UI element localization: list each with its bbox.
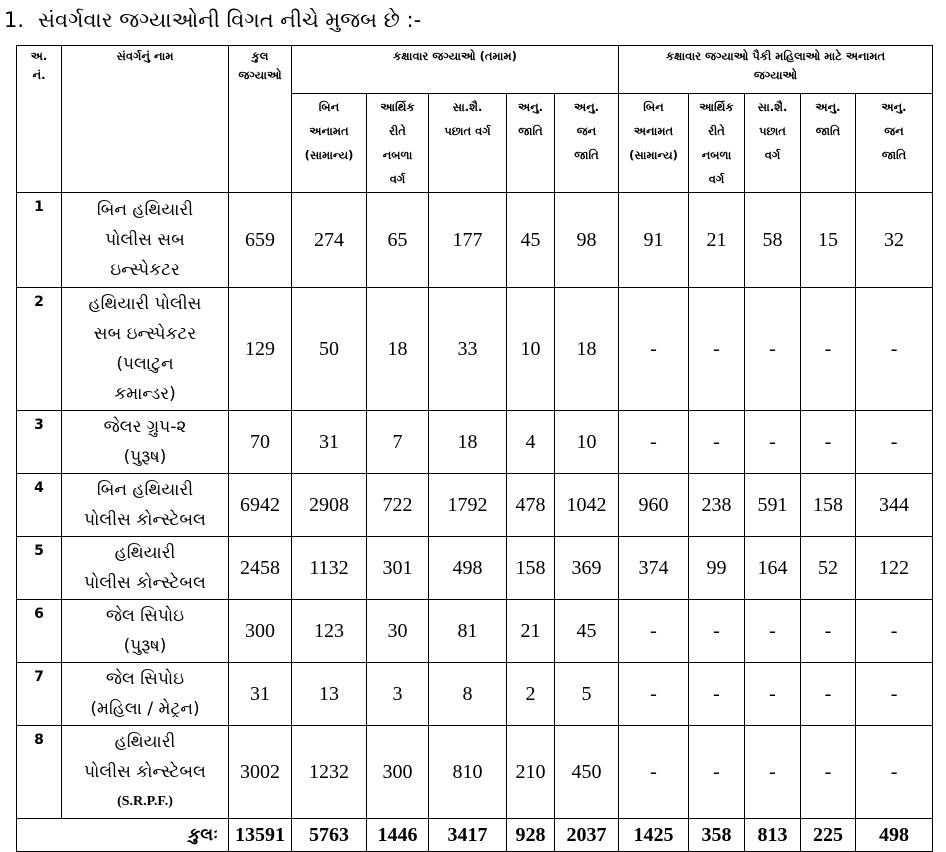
subheader-line: નબળા <box>382 148 413 162</box>
cell-women: - <box>745 411 801 474</box>
subheader-line: અનુ. <box>881 100 907 114</box>
cell-women: - <box>801 663 856 726</box>
cell-women: 591 <box>745 474 801 537</box>
cadre-line: હથિયારી પોલીસ <box>88 294 202 314</box>
cell-women: - <box>619 663 689 726</box>
row-cadre-name <box>62 411 229 474</box>
cell-women: 122 <box>856 537 933 600</box>
cell-all: 300 <box>367 726 429 819</box>
subheader-line: જન <box>884 124 904 138</box>
cell-all: 498 <box>429 537 507 600</box>
cell-all: 810 <box>429 726 507 819</box>
totals-row <box>17 819 933 852</box>
cell-all: 13 <box>292 663 367 726</box>
cell-all: 274 <box>292 193 367 288</box>
totals-all: 1446 <box>367 819 429 852</box>
subheader-line: જાતિ <box>881 148 907 162</box>
cell-women: - <box>745 600 801 663</box>
cell-all: 10 <box>555 411 619 474</box>
cell-women: - <box>856 726 933 819</box>
cadre-line: બિન હથિયારી <box>96 200 194 220</box>
cell-women: - <box>619 600 689 663</box>
cadre-line: કમાન્ડર) <box>114 384 176 404</box>
header-group-women-line: કક્ષાવાર જગ્યાઓ પૈકી મહિલાઓ માટે અનામત <box>665 49 886 63</box>
header-sno-line: નં. <box>32 68 46 82</box>
totals-total: 13591 <box>229 819 292 852</box>
section-number: 1. <box>4 8 25 32</box>
cell-all: 1232 <box>292 726 367 819</box>
cadre-extra: (S.R.P.F.) <box>117 794 173 809</box>
subheader-all <box>292 94 367 193</box>
cadre-posts-table <box>16 45 933 852</box>
cell-all: 65 <box>367 193 429 288</box>
cell-women: 374 <box>619 537 689 600</box>
header-total-posts <box>229 46 292 193</box>
cell-women: - <box>689 726 745 819</box>
subheader-line: (સામાન્ય) <box>304 148 354 162</box>
subheader-line: વર્ગ <box>389 172 406 186</box>
subheader-line: નબળા <box>701 148 732 162</box>
row-cadre-name <box>62 193 229 288</box>
subheader-line: જાતિ <box>815 124 841 138</box>
totals-women: 358 <box>689 819 745 852</box>
header-total-line: કુલ <box>251 49 269 63</box>
cell-all: 1132 <box>292 537 367 600</box>
subheader-women <box>619 94 689 193</box>
header-sno <box>17 46 62 193</box>
subheader-line: અનામત <box>633 124 674 138</box>
row-sno: 5 <box>17 537 62 600</box>
row-sno: 6 <box>17 600 62 663</box>
section-heading <box>4 6 421 34</box>
subheader-line: જાતિ <box>518 124 543 138</box>
cell-women: 21 <box>689 193 745 288</box>
cell-all: 123 <box>292 600 367 663</box>
cadre-line: જેલ સિપોઇ <box>105 606 185 626</box>
cell-all: 30 <box>367 600 429 663</box>
cell-all: 18 <box>429 411 507 474</box>
table-row <box>17 288 933 411</box>
subheader-all <box>367 94 429 193</box>
cadre-line: જેલ સિપોઇ <box>105 669 185 689</box>
cell-all: 7 <box>367 411 429 474</box>
subheader-all <box>555 94 619 193</box>
cadre-line: જેલર ગ્રુપ-૨ <box>103 417 187 437</box>
cell-women: - <box>619 726 689 819</box>
cell-all: 369 <box>555 537 619 600</box>
cadre-line: (પુરૂષ) <box>123 636 167 656</box>
subheader-line: પછાત <box>759 124 786 138</box>
cell-women: - <box>619 288 689 411</box>
subheader-line: સા.શૈ. <box>757 100 788 114</box>
totals-all: 2037 <box>555 819 619 852</box>
subheader-line: રીતે <box>389 124 406 138</box>
cell-all: 722 <box>367 474 429 537</box>
row-total: 300 <box>229 600 292 663</box>
cadre-line: સબ ઇન્સ્પેકટર <box>93 324 197 344</box>
row-sno: 4 <box>17 474 62 537</box>
row-total: 659 <box>229 193 292 288</box>
cell-women: - <box>801 411 856 474</box>
row-sno: 8 <box>17 726 62 819</box>
header-group-women <box>619 46 933 94</box>
cell-women: 238 <box>689 474 745 537</box>
row-total: 3002 <box>229 726 292 819</box>
cell-all: 1792 <box>429 474 507 537</box>
cadre-line: (પુરૂષ) <box>123 447 167 467</box>
totals-women: 498 <box>856 819 933 852</box>
cell-all: 4 <box>507 411 555 474</box>
row-total: 6942 <box>229 474 292 537</box>
subheader-line: જન <box>576 124 597 138</box>
totals-all: 5763 <box>292 819 367 852</box>
cell-all: 1042 <box>555 474 619 537</box>
subheader-all <box>507 94 555 193</box>
row-cadre-name <box>62 537 229 600</box>
cadre-line: પોલીસ કોન્સ્ટેબલ <box>84 762 206 782</box>
cell-women: - <box>689 600 745 663</box>
cell-all: 31 <box>292 411 367 474</box>
cell-women: 960 <box>619 474 689 537</box>
cell-women: 158 <box>801 474 856 537</box>
header-group-women-line: જગ્યાઓ <box>753 68 798 82</box>
cell-all: 301 <box>367 537 429 600</box>
cell-women: 32 <box>856 193 933 288</box>
cell-women: - <box>856 288 933 411</box>
subheader-women <box>801 94 856 193</box>
cell-all: 45 <box>555 600 619 663</box>
cell-all: 478 <box>507 474 555 537</box>
cell-all: 50 <box>292 288 367 411</box>
row-total: 70 <box>229 411 292 474</box>
totals-women: 1425 <box>619 819 689 852</box>
cell-women: - <box>689 663 745 726</box>
table-row <box>17 726 933 819</box>
subheader-line: પછાત વર્ગ <box>444 124 491 138</box>
subheader-line: બિન <box>318 100 340 114</box>
row-cadre-name <box>62 600 229 663</box>
cell-women: - <box>801 600 856 663</box>
table-row <box>17 537 933 600</box>
subheader-women <box>856 94 933 193</box>
subheader-line: સા.શૈ. <box>452 100 483 114</box>
table-row <box>17 474 933 537</box>
subheader-line: રીતે <box>708 124 725 138</box>
header-total-line: જગ્યાઓ <box>238 68 282 82</box>
cell-women: - <box>856 600 933 663</box>
totals-women: 813 <box>745 819 801 852</box>
cell-women: 52 <box>801 537 856 600</box>
subheader-line: બિન <box>643 100 664 114</box>
subheader-line: અનુ. <box>517 100 544 114</box>
subheader-women <box>689 94 745 193</box>
cell-women: 15 <box>801 193 856 288</box>
subheader-line: અનુ. <box>573 100 600 114</box>
subheader-all <box>429 94 507 193</box>
cadre-line: ઇન્સ્પેકટર <box>110 260 180 280</box>
cell-all: 21 <box>507 600 555 663</box>
row-sno: 1 <box>17 193 62 288</box>
cell-women: - <box>689 288 745 411</box>
cell-all: 177 <box>429 193 507 288</box>
cell-all: 2 <box>507 663 555 726</box>
totals-all: 3417 <box>429 819 507 852</box>
cell-all: 18 <box>367 288 429 411</box>
subheader-line: વર્ગ <box>708 172 725 186</box>
cell-all: 81 <box>429 600 507 663</box>
cell-all: 210 <box>507 726 555 819</box>
cadre-line: પોલીસ સબ <box>105 230 185 250</box>
header-group-all: કક્ષાવાર જગ્યાઓ (તમામ) <box>292 46 619 94</box>
cell-all: 10 <box>507 288 555 411</box>
row-cadre-name <box>62 288 229 411</box>
cell-women: - <box>745 726 801 819</box>
cadre-line: પોલીસ કોન્સ્ટેબલ <box>84 573 206 593</box>
totals-label: કુલઃ <box>17 819 229 852</box>
row-cadre-name <box>62 474 229 537</box>
cell-all: 33 <box>429 288 507 411</box>
cell-all: 98 <box>555 193 619 288</box>
cell-women: - <box>619 411 689 474</box>
table-row <box>17 411 933 474</box>
subheader-line: વર્ગ <box>764 148 781 162</box>
subheader-line: (સામાન્ય) <box>629 148 678 162</box>
cell-women: - <box>689 411 745 474</box>
table-row <box>17 663 933 726</box>
cell-all: 8 <box>429 663 507 726</box>
row-sno: 2 <box>17 288 62 411</box>
header-sno-line: અ. <box>30 49 48 63</box>
header-cadre-name: સંવર્ગનું નામ <box>62 46 229 193</box>
cell-women: 91 <box>619 193 689 288</box>
subheader-women <box>745 94 801 193</box>
subheader-line: જાતિ <box>574 148 599 162</box>
cell-all: 450 <box>555 726 619 819</box>
cadre-line: હથિયારી <box>114 732 176 752</box>
cell-women: 164 <box>745 537 801 600</box>
subheader-line: આર્થિક <box>699 100 734 114</box>
cell-all: 5 <box>555 663 619 726</box>
table-body <box>17 193 933 852</box>
subheader-line: આર્થિક <box>380 100 415 114</box>
cell-women: 58 <box>745 193 801 288</box>
row-total: 31 <box>229 663 292 726</box>
section-title: સંવર્ગવાર જગ્યાઓની વિગત નીચે મુજબ છે :- <box>38 8 422 32</box>
table-header <box>17 46 933 193</box>
cell-women: - <box>801 726 856 819</box>
cadre-line: (મહિલા / મેટ્રન) <box>90 699 200 719</box>
cell-women: - <box>745 663 801 726</box>
table-row <box>17 600 933 663</box>
cadre-line: બિન હથિયારી <box>96 480 194 500</box>
totals-women: 225 <box>801 819 856 852</box>
cell-all: 45 <box>507 193 555 288</box>
row-cadre-name <box>62 663 229 726</box>
table-row <box>17 193 933 288</box>
cell-all: 18 <box>555 288 619 411</box>
totals-all: 928 <box>507 819 555 852</box>
row-total: 129 <box>229 288 292 411</box>
subheader-line: અનામત <box>309 124 349 138</box>
row-sno: 3 <box>17 411 62 474</box>
row-sno: 7 <box>17 663 62 726</box>
cell-all: 158 <box>507 537 555 600</box>
subheader-line: અનુ. <box>815 100 841 114</box>
cell-women: - <box>856 411 933 474</box>
row-cadre-name <box>62 726 229 819</box>
cell-women: - <box>856 663 933 726</box>
cell-women: 344 <box>856 474 933 537</box>
cell-women: - <box>801 288 856 411</box>
row-total: 2458 <box>229 537 292 600</box>
cadre-line: (પલાટુન <box>116 354 174 374</box>
cell-women: 99 <box>689 537 745 600</box>
cell-women: - <box>745 288 801 411</box>
cadre-line: પોલીસ કોન્સ્ટેબલ <box>84 510 206 530</box>
cell-all: 2908 <box>292 474 367 537</box>
cell-all: 3 <box>367 663 429 726</box>
cadre-line: હથિયારી <box>114 543 176 563</box>
